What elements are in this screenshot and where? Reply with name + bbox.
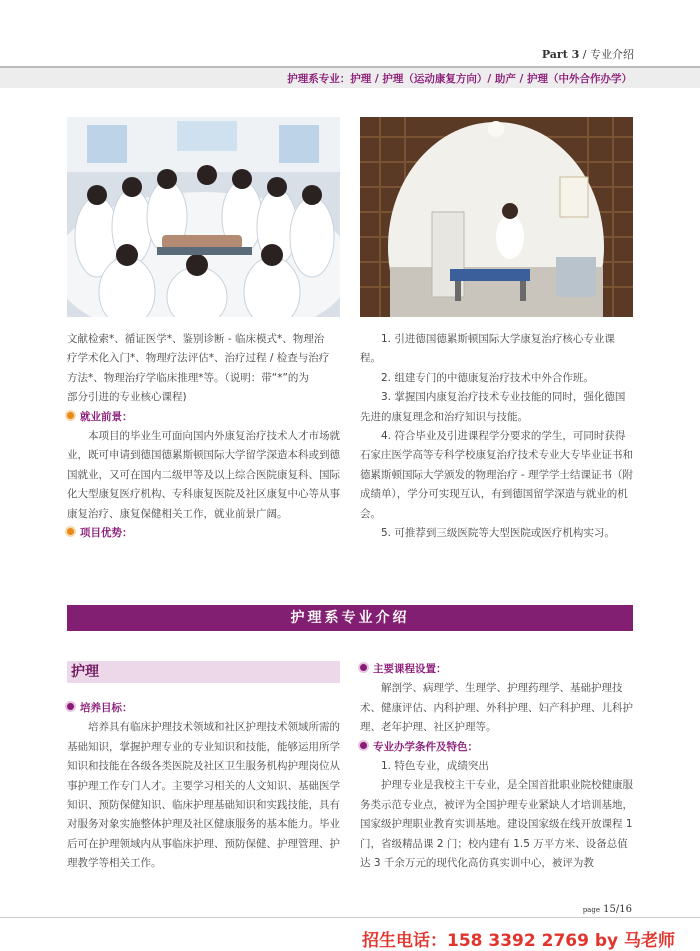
feature-text: 护理专业是我校主干专业，是全国首批职业院校健康服务类示范专业点，被评为全国护理专业紧缺人才培训基地，国家级护理职业教育实训基地。建设国家级在线开放课程 1 门，省级精品课 2 门；校内建有 1.5 万平方米、设备总值达 3 千余万元的现代化高仿真实训中心，被评为教	[360, 779, 633, 870]
nursing-title: 护理	[67, 661, 340, 683]
advantage-heading	[67, 524, 340, 543]
employment-heading	[67, 408, 340, 427]
courses-heading	[360, 660, 633, 679]
advantage-heading-text: 项目优势：	[80, 527, 133, 540]
bullet-icon	[360, 742, 367, 749]
goal-heading-text: 培养目标：	[80, 702, 133, 714]
advantage-item: 2. 组建专门的中德康复治疗技术中外合作班。	[381, 371, 594, 384]
advantage-item: 4. 符合毕业及引进课程学分要求的学生，可同时获得石家庄医学高等专科学校康复治疗技术专业大专毕业证书和德累斯顿国际大学颁发的物理治疗 - 理学学士结课证书（附成绩单），学分可实现互认，有到德国留学深造与就业的机会。	[360, 430, 633, 520]
header-subtitle: 护理系专业：护理 / 护理（运动康复方向）/ 助产 / 护理（中外合作办学）	[287, 73, 632, 85]
goal-text: 培养具有临床护理技术领域和社区护理技术领域所需的基础知识，掌握护理专业的专业知识和技能，能够运用所学知识和技能在各级各类医院及社区卫生服务机构护理岗位从事护理工作专门人才。主要学习相关的人文知识、基础医学知识、预防保健知识、临床护理基础知识和实践技能，具有对服务对象实施整体护理及社区健康服务的基本能力。毕业后可在护理领域内从事临床护理、预防保健、护理管理、护理教学等相关工作。	[67, 721, 340, 870]
footer-divider	[0, 917, 700, 918]
course-list-line: 方法*、物理治疗学临床推理*等。（说明：带“*”的为	[67, 371, 309, 384]
features-heading	[360, 738, 633, 757]
advantage-item: 5. 可推荐到三级医院等大型医院或医疗机构实习。	[381, 527, 615, 540]
section-title-bar: 护理系专业介绍	[67, 605, 633, 631]
feature-item: 1. 特色专业，成绩突出	[381, 760, 489, 773]
features-heading-text: 专业办学条件及特色：	[373, 740, 478, 753]
page-number	[583, 904, 632, 915]
page-prefix: page	[582, 906, 600, 914]
bottom-left-column	[67, 699, 340, 874]
part-separator: /	[579, 48, 590, 61]
goal-heading	[67, 699, 340, 718]
employment-heading-text: 就业前景：	[80, 410, 133, 423]
page-number-value: 15/16	[603, 904, 632, 915]
phone-watermark: 招生电话：158 3392 2769 by 马老师	[362, 931, 676, 951]
courses-text: 解剖学、病理学、生理学、护理药理学、基础护理技术、健康评估、内科护理、外科护理、妇产科护理、儿科护理、老年护理、社区护理等。	[360, 682, 633, 734]
bullet-icon	[67, 703, 74, 710]
part-header	[542, 46, 634, 62]
bullet-icon	[67, 528, 74, 535]
bullet-icon	[67, 412, 74, 419]
bottom-right-column	[360, 660, 633, 873]
courses-heading-text: 主要课程设置：	[373, 663, 447, 675]
bullet-icon	[360, 664, 367, 671]
treatment-room-photo	[360, 117, 633, 317]
advantage-item: 3. 掌握国内康复治疗技术专业技能的同时，强化德国先进的康复理念和治疗知识与技能。	[360, 391, 626, 423]
top-left-column	[67, 330, 340, 543]
part-title: 专业介绍	[590, 48, 634, 61]
classroom-photo	[67, 117, 340, 317]
advantage-item: 1. 引进德国德累斯顿国际大学康复治疗核心专业课程。	[360, 333, 615, 365]
employment-text: 本项目的毕业生可面向国内外康复治疗技术人才市场就业，既可申请到德国德累斯顿国际大学留学深造本科或到德国就业，又可在国内二级甲等及以上综合医院康复科、国际化大型康复医疗机构、专科康复医院及社区康复中心等从事康复治疗、康复保健相关工作，就业前景广阔。	[67, 430, 340, 520]
part-label: Part 3	[541, 48, 580, 61]
course-list-line: 文献检索*、循证医学*、鉴别诊断 - 临床模式*、物理治	[67, 333, 325, 345]
course-list-line: 疗学术化入门*、物理疗法评估*、治疗过程 / 检查与治疗	[67, 352, 330, 365]
top-right-column	[360, 330, 633, 543]
course-list-line: 部分引进的专业核心课程)	[67, 391, 187, 404]
